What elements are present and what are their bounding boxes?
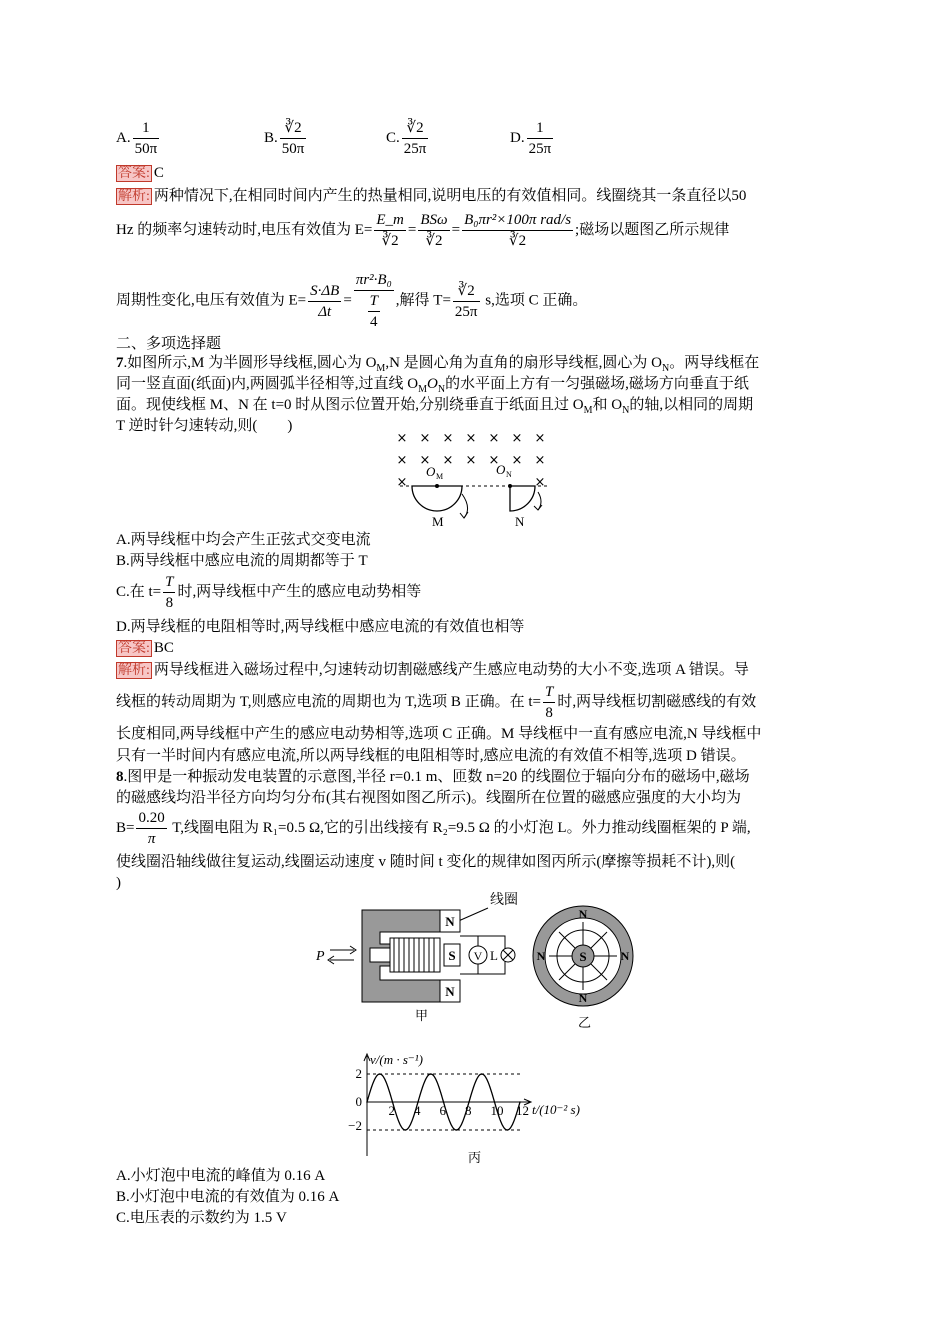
q6-analysis-line2: Hz 的频率匀速转动时,电压有效值为 E= $\frac{E\_m}{∛2}$ = $\frac{\text{BSω}}{∛2}$ = $\frac{\text{B₀πr²×100π rad/s}}{∛2}$ ;磁场以题图乙所示规律 [116,212,730,249]
q7-figure [390,428,560,532]
tick-x-label: 12 [516,1103,529,1118]
svg-text:×: × [396,453,408,468]
svg-text:×: × [442,431,454,446]
q7-stem-line2: 同一竖直面(纸面)内,两圆弧半径相等,过直线 $O_MO_N$的水平面上方有一匀强磁场,磁场方向垂直于纸 [116,376,749,395]
figure-yi [528,903,638,1029]
svg-text:×: × [488,431,500,446]
data-point [379,1073,381,1075]
yi-s: S [579,949,587,964]
chart-bing [340,1048,610,1166]
tick-x-label: 8 [465,1103,472,1118]
frame-rod [370,948,390,962]
svg-text:×: × [396,475,408,490]
caption-bing: 丙 [468,1150,482,1165]
q6-analysis-line1: 解析: 两种情况下,在相同时间内产生的热量相同,说明电压的有效值相同。线圈绕其一条直径以50 [118,188,747,204]
center-on [508,484,512,488]
data-point [366,1101,368,1103]
label-n: N [515,514,525,529]
q8-option-c: C.电压表的示数约为 1.5 V [116,1210,287,1226]
tick-x-label: 2 [388,1103,395,1118]
svg-text:×: × [488,453,500,468]
q8-stem-line2: 的磁感线均沿半径方向均匀分布(其右视图如图乙所示)。线圈所在位置的磁感应强度的大小均为 [116,790,741,806]
answer-tag: 答案: [118,166,150,181]
caption-jia: 甲 [415,1008,429,1023]
svg-text:N: N [536,949,546,963]
svg-text:×: × [534,475,546,490]
q7-answer: 答案: BC [118,640,174,656]
data-point [455,1129,457,1131]
p-label: P [316,949,325,964]
label-on: O [496,462,506,477]
q7-analysis-line2: 线框的转动周期为 T,则感应电流的周期也为 T,选项 B 正确。在 t= $\frac{T}{8}$ 时,两导线框切割磁感线的有效 [116,684,757,721]
q7-option-c: C.在 t= $\frac{T}{8}$ 时,两导线框中产生的感应电动势相等 [116,574,422,611]
q8-stem-line5: ) [116,875,121,891]
svg-text:N: N [578,991,588,1005]
svg-text:×: × [465,431,477,446]
q8-option-b: B.小灯泡中电流的有效值为 0.16 A [116,1189,340,1205]
tick-x-label: 6 [439,1103,446,1118]
label-om: O [426,464,436,479]
option-d: D. $\frac{1}{25\pi}$ [510,120,552,157]
label-on-sub: N [506,470,512,479]
svg-text:×: × [419,453,431,468]
pole-n-bottom: N [445,984,455,999]
tick-x-label: 10 [490,1103,504,1118]
q8-stem-line3: B= $\frac{0.20}{\pi}$ T,线圈电阻为 R₁=0.5 Ω,它的引出线接有 R₂=9.5 Ω 的小灯泡 L。外力推动线圈框架的 P 端, [116,810,751,847]
magnetic-field-marks [397,431,546,490]
data-point [404,1129,406,1131]
figure-jia [310,888,530,1023]
svg-text:×: × [534,453,546,468]
svg-text:×: × [511,431,523,446]
frame-n [510,486,535,511]
coil-label: 线圈 [490,893,518,908]
center-om [435,484,439,488]
svg-text:×: × [511,453,523,468]
svg-text:×: × [465,453,477,468]
q8-stem-line4: 使线圈沿轴线做往复运动,线圈运动速度 v 随时间 t 变化的规律如图丙所示(摩擦等损耗不计),则( [116,854,736,870]
svg-text:×: × [442,453,454,468]
tick-x-label: 4 [414,1103,421,1118]
q7-analysis-line4: 只有一半时间内有感应电流,所以两导线框的电阻相等时,感应电流的有效值不相等,选项 D 错误。 [116,748,746,764]
caption-yi: 乙 [578,1015,592,1029]
data-point [481,1073,483,1075]
pole-n-top: N [445,914,455,929]
data-point [506,1129,508,1131]
svg-text:N: N [578,907,588,921]
option-c: C. $\frac{∛2}{25\pi}$ [386,120,427,157]
svg-text:V: V [473,949,483,963]
label-m: M [432,514,444,529]
option-a: A. $\frac{1}{50\pi}$ [116,120,158,157]
tick-y-m2: −2 [348,1118,362,1133]
q6-analysis-line3: 周期性变化,电压有效值为 E= $\frac{S\cdot\Delta B}{\Delta t}$ = $\frac{\text{πr²·B₀}}{\frac{T}{4}}$ ,解得 T= $\frac{∛2}{25\pi}$ s,选项 C 正确。 [116,272,588,330]
q6-answer: 答案: C [118,165,164,181]
q8-option-a: A.小灯泡中电流的峰值为 0.16 A [116,1168,326,1184]
q7-analysis-line3: 长度相同,两导线框中产生的感应电动势相等,选项 C 正确。M 导线框中一直有感应电流,N 导线框中 [116,726,762,742]
section-title: 二、多项选择题 [116,336,222,352]
coil [390,938,440,972]
q7-option-d: D.两导线框的电阻相等时,两导线框中感应电流的有效值也相等 [116,619,525,635]
svg-text:N: N [620,949,630,963]
svg-text:×: × [419,431,431,446]
q7-analysis-line1: 解析: 两导线框进入磁场过程中,匀速转动切割磁感线产生感应电动势的大小不变,选项 A 错误。导 [118,662,749,678]
tick-y-2: 2 [355,1066,362,1081]
q7-option-a: A.两导线框中均会产生正弦式交变电流 [116,532,371,548]
tick-y-0: 0 [355,1094,362,1109]
chart-ylabel: v/(m · s⁻¹) [370,1052,423,1067]
q7-stem-line1: 7.如图所示,M 为半圆形导线框,圆心为 $O_M,N$ 是圆心角为直角的扇形导线框,圆心为 $O_N$。两导线框在 [116,355,760,374]
svg-text:×: × [534,431,546,446]
data-point [430,1073,432,1075]
q7-stem-line3: 面。现使线框 M、N 在 t=0 时从图示位置开始,分别绕垂直于纸面且过 $O_M$和 $O_N$的轴,以相同的周期 [116,397,754,416]
q7-option-b: B.两导线框中感应电流的周期都等于 T [116,553,368,569]
chart-xlabel: t/(10⁻² s) [532,1102,580,1117]
q7-stem-line4: T 逆时针匀速转动,则( ) [116,418,293,434]
frame-m [412,486,462,511]
svg-text:×: × [396,431,408,446]
q8-stem-line1: 8.图甲是一种振动发电装置的示意图,半径 r=0.1 m、匝数 n=20 的线圈位于辐向分布的磁场中,磁场 [116,769,750,785]
analysis-tag: 解析: [118,189,150,204]
label-om-sub: M [436,472,444,481]
pole-s: S [448,948,456,963]
option-b: B. $\frac{∛2}{50\pi}$ [264,120,305,157]
lamp-label: L [490,948,498,963]
